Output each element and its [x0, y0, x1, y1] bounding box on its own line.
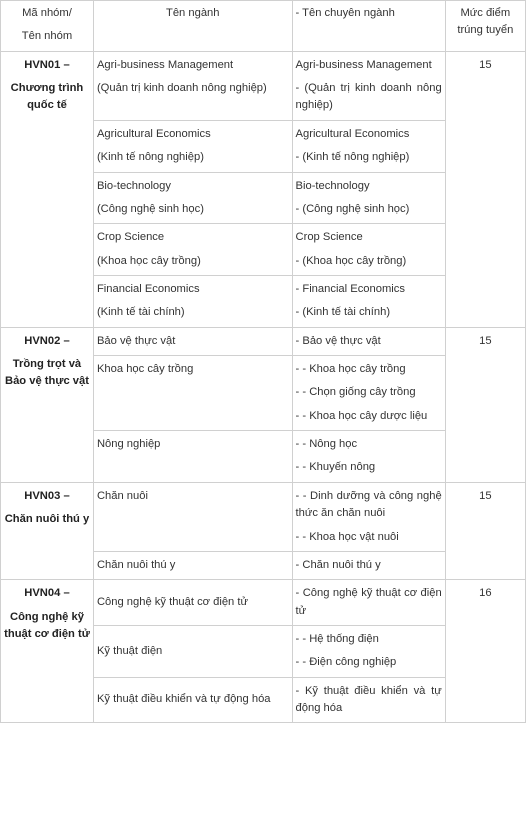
major-cell [93, 275, 292, 327]
spec-line: - Chăn nuôi thú y [295, 558, 381, 571]
major-name: Công nghệ kỹ thuật cơ điện tử [96, 595, 248, 608]
major-name: Kỹ thuật điện [96, 644, 163, 657]
spec-cell [292, 431, 445, 483]
table-row [1, 327, 526, 355]
spec-line: Agricultural Economics [295, 127, 410, 140]
major-cell [93, 120, 292, 172]
major-name: Agri-business Management [96, 58, 234, 71]
header-score [445, 1, 525, 52]
spec-cell [292, 172, 445, 224]
major-name-vi: (Quản trị kinh doanh nông nghiệp) [96, 82, 267, 95]
spec-line: - - Dinh dưỡng và công nghệ thức ăn chăn nuôi [295, 489, 442, 520]
spec-line: Agri-business Management [295, 58, 432, 71]
spec-line: - (Công nghệ sinh học) [295, 202, 410, 215]
table-row [1, 580, 526, 626]
score-cell: 15 [445, 327, 525, 482]
major-name: Bảo vệ thực vật [96, 334, 176, 347]
group-cell [1, 51, 94, 327]
major-cell [93, 172, 292, 224]
spec-cell [292, 275, 445, 327]
spec-cell [292, 120, 445, 172]
spec-cell [292, 482, 445, 551]
spec-cell [292, 51, 445, 120]
score-cell: 15 [445, 482, 525, 579]
group-name: Chương trình quốc tế [10, 82, 84, 112]
spec-line: - (Kinh tế tài chính) [295, 306, 391, 319]
major-cell [93, 551, 292, 579]
group-code: HVN02 – [24, 334, 70, 347]
group-name: Công nghệ kỹ thuật cơ điện tử [4, 610, 90, 640]
spec-line: Crop Science [295, 231, 363, 244]
major-cell [93, 431, 292, 483]
major-name-vi: (Kinh tế nông nghiệp) [96, 151, 204, 164]
spec-line: - Công nghệ kỹ thuật cơ điện tử [295, 587, 442, 617]
major-name: Khoa học cây trồng [96, 363, 194, 376]
spec-line: - - Khoa học vật nuôi [295, 530, 399, 543]
spec-line: - - Hệ thống điện [295, 632, 379, 645]
spec-cell [292, 551, 445, 579]
spec-line: - - Nông học [295, 438, 358, 451]
group-code: HVN01 – [24, 58, 70, 71]
major-name: Bio-technology [96, 179, 171, 192]
group-name: Trồng trọt và Bảo vệ thực vật [4, 358, 89, 388]
major-cell [93, 482, 292, 551]
spec-line: - (Khoa học cây trồng) [295, 254, 407, 267]
table-row [1, 51, 526, 120]
header-score-line1: Mức điểm [460, 7, 511, 19]
spec-line: - Financial Economics [295, 282, 405, 295]
major-name: Nông nghiệp [96, 438, 161, 451]
header-major: Tên ngành [93, 1, 292, 52]
header-score-line2: trúng tuyển [457, 24, 514, 37]
spec-cell [292, 327, 445, 355]
spec-line: Bio-technology [295, 179, 370, 192]
header-specialization: - Tên chuyên ngành [292, 1, 445, 52]
table-row [1, 482, 526, 551]
table-header-row [1, 1, 526, 52]
spec-line: - - Khuyến nông [295, 461, 376, 474]
score-cell: 16 [445, 580, 525, 723]
major-name-vi: (Khoa học cây trồng) [96, 254, 201, 267]
major-cell [93, 224, 292, 276]
spec-line: - - Khoa học cây trồng [295, 363, 406, 376]
header-group-code [1, 1, 94, 52]
major-cell [93, 625, 292, 677]
major-cell [93, 51, 292, 120]
spec-line: - - Khoa học cây dược liệu [295, 409, 428, 422]
header-group-code-line2: Tên nhóm [21, 30, 73, 43]
major-cell [93, 677, 292, 723]
spec-cell [292, 580, 445, 626]
major-name: Chăn nuôi thú y [96, 558, 176, 571]
major-name: Financial Economics [96, 282, 200, 295]
group-cell [1, 327, 94, 482]
group-name: Chăn nuôi thú y [4, 513, 90, 526]
major-name: Kỹ thuật điều khiển và tự động hóa [96, 693, 271, 706]
spec-line: - (Quản trị kinh doanh nông nghiệp) [295, 82, 442, 112]
spec-cell [292, 625, 445, 677]
major-name-vi: (Công nghệ sinh học) [96, 202, 204, 215]
score-cell: 15 [445, 51, 525, 327]
major-cell [93, 580, 292, 626]
spec-line: - (Kinh tế nông nghiệp) [295, 151, 410, 164]
spec-line: - - Chọn giống cây trồng [295, 386, 416, 399]
spec-line: - Kỹ thuật điều khiển và tự động hóa [295, 684, 442, 715]
spec-cell [292, 224, 445, 276]
major-cell [93, 356, 292, 431]
major-name: Chăn nuôi [96, 489, 148, 502]
spec-line: - Bảo vệ thực vật [295, 334, 381, 347]
spec-cell [292, 677, 445, 723]
major-name: Agricultural Economics [96, 127, 211, 140]
major-cell [93, 327, 292, 355]
group-code: HVN03 – [24, 489, 70, 502]
group-cell [1, 580, 94, 723]
major-name-vi: (Kinh tế tài chính) [96, 306, 185, 319]
major-name: Crop Science [96, 231, 165, 244]
header-group-code-line1: Mã nhóm/ [22, 7, 72, 19]
group-code: HVN04 – [24, 587, 70, 600]
spec-cell [292, 356, 445, 431]
spec-line: - - Điện công nghiệp [295, 656, 397, 669]
group-cell [1, 482, 94, 579]
